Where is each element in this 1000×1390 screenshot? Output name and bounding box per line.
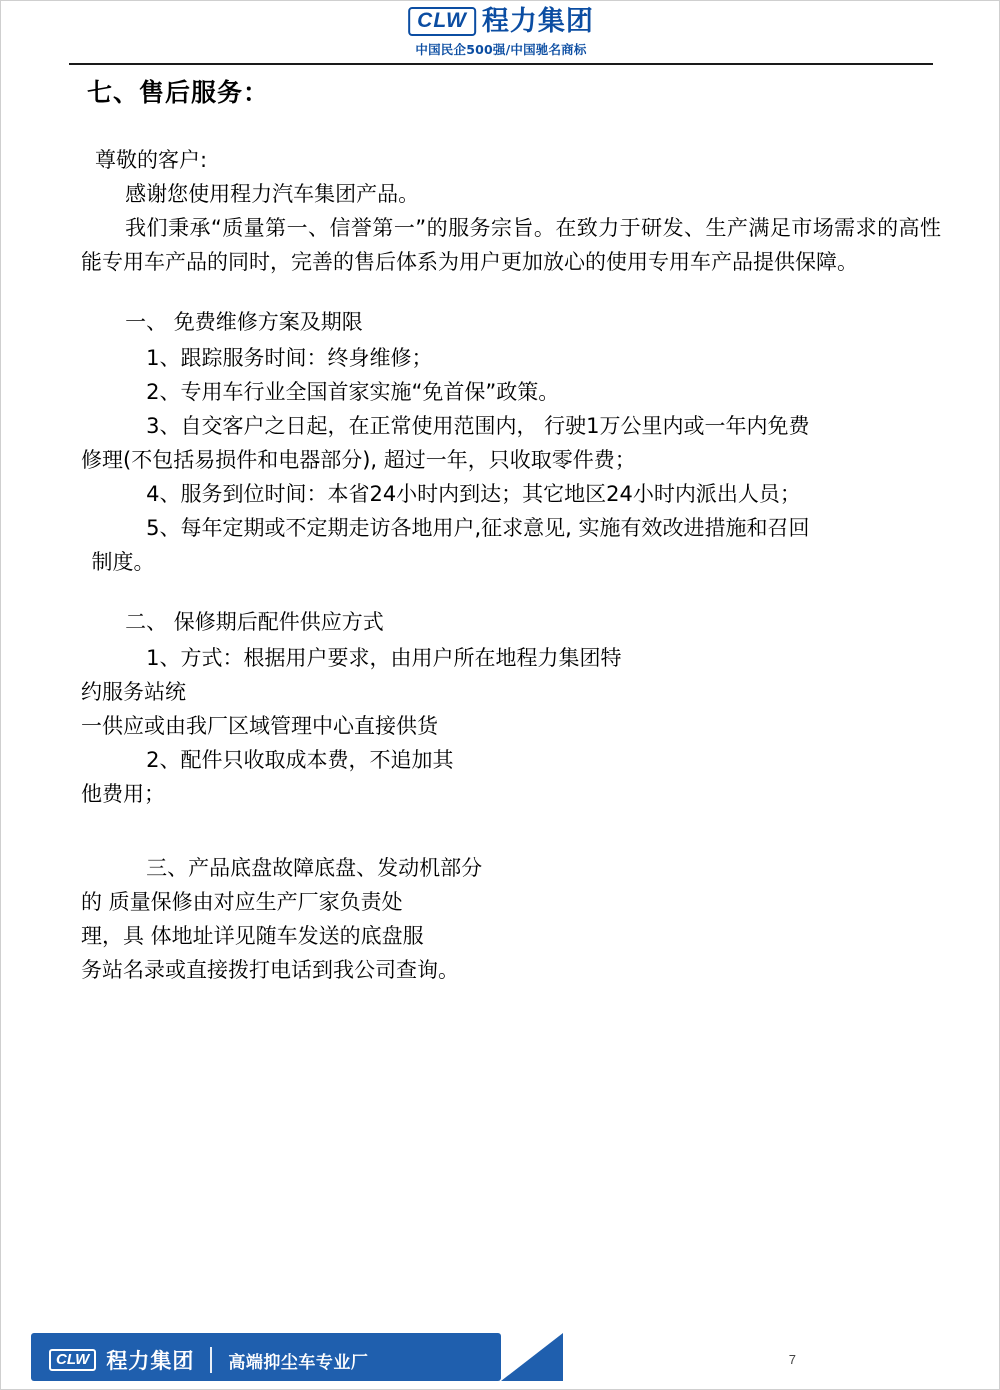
section-heading-1: 一、 免费维修方案及期限 — [125, 310, 363, 335]
page-footer — [1, 1325, 1000, 1389]
header-divider — [69, 63, 933, 65]
intro-paragraph-2: 我们秉承“质量第一、信誉第一”的服务宗旨。在致力于研发、生产满足市场需求的高性能专用车产品的同时，完善的售后体系为用户更加放心的使用专用车产品提供保障。 — [81, 216, 941, 275]
list-item-continuation: 一供应或由我厂区域管理中心直接供货 — [81, 714, 438, 739]
footer-divider — [210, 1347, 212, 1373]
salutation: 尊敬的客户: — [95, 148, 208, 172]
list-item: 2、配件只收取成本费，不追加其 — [146, 748, 454, 773]
list-item: 5、每年定期或不定期走访各地用户,征求意见, 实施有效改进措施和召回 — [146, 516, 810, 541]
page-header — [1, 1, 1000, 67]
list-item-continuation: 制度。 — [91, 550, 155, 575]
document-content — [81, 73, 941, 987]
intro-paragraph-1: 感谢您使用程力汽车集团产品。 — [125, 182, 420, 207]
list-item-continuation: 修理(不包括易损件和电器部分), 超过一年，只收取零件费； — [81, 448, 636, 473]
section-heading-2: 二、 保修期后配件供应方式 — [125, 610, 384, 635]
section-3-line: 的 质量保修由对应生产厂家负责处 — [81, 890, 403, 915]
section-3-line: 理，具 体地址详见随车发送的底盘服 — [81, 924, 424, 949]
section-3-line: 务站名录或直接拨打电话到我公司查询。 — [81, 958, 459, 983]
footer-brand — [49, 1345, 368, 1375]
list-item: 1、跟踪服务时间：终身维修； — [146, 346, 433, 371]
section-heading-3: 三、产品底盘故障底盘、发动机部分 — [146, 856, 483, 881]
footer-company-name: 程力集团 — [106, 1349, 195, 1373]
list-item: 4、服务到位时间：本省24小时内到达；其它地区24小时内派出人员； — [146, 482, 801, 507]
company-logo — [408, 7, 594, 58]
clw-footer-logo-icon: CLW — [49, 1349, 96, 1371]
list-item-continuation: 他费用； — [81, 782, 165, 807]
list-item: 3、自交客户之日起，在正常使用范围内， 行驶1万公里内或一年内免费 — [146, 414, 810, 439]
list-item: 1、方式：根据用户要求，由用户所在地程力集团特约服务站统 — [81, 646, 622, 705]
list-item: 2、专用车行业全国首家实施“免首保”政策。 — [146, 380, 560, 405]
company-name: 程力集团 — [481, 6, 594, 38]
footer-tagline: 高端抑尘车专业厂 — [228, 1352, 369, 1373]
logo-row — [408, 7, 594, 36]
company-subtitle: 中国民企500强/中国驰名商标 — [415, 42, 587, 58]
page-title: 七、售后服务： — [87, 78, 270, 107]
page-number: 7 — [788, 1352, 796, 1367]
clw-logo-icon: CLW — [408, 7, 476, 36]
